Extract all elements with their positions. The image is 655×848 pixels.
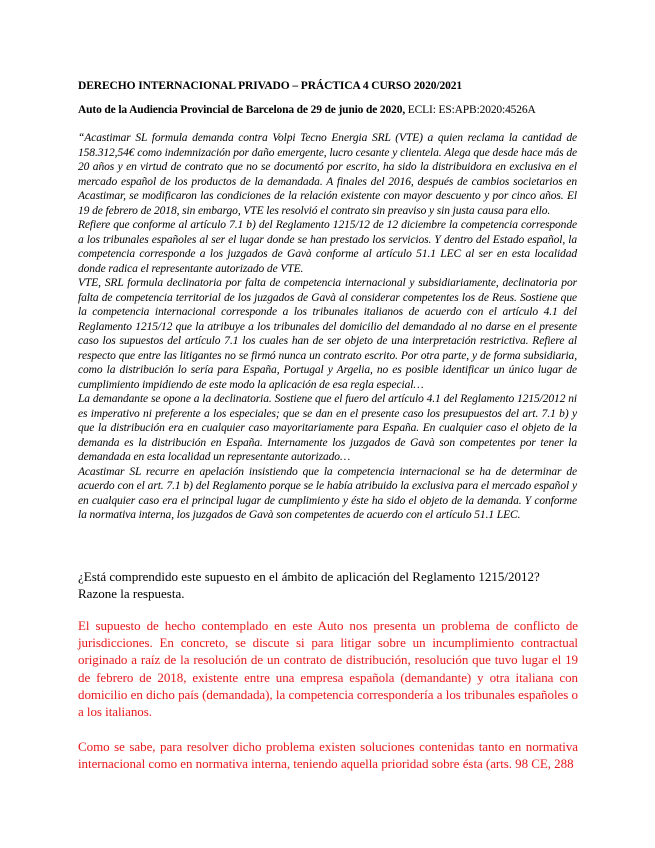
- quote-paragraph: VTE, SRL formula declinatoria por falta de competencia internacional y subsidiariamente, declinatoria por falta de competencia territorial de los juzgados de Gavà al considerar competentes los de Reus. Sostiene que la competencia internacional corresponde a los tribunales italianos de acuerdo con el artículo 4.1 del Reglamento 1215/12 que la atribuye a los tribunales del domicilio del demandado al no darse en el presente caso los supuestos del artículo 7.1 los cuales han de ser objeto de una interpretación restrictiva. Refiere al respecto que entre las litigantes no se firmó nunca un contrato escrito. Por otra parte, y de forma subsidiaria, como la distribución lo sería para España, Portugal y Argelia, no es posible identificar un único lugar de cumplimiento impidiendo de este modo la aplicación de esa regla especial…: [78, 277, 577, 391]
- quote-paragraph: Refiere que conforme al artículo 7.1 b) del Reglamento 1215/12 de 12 diciembre la competencia corresponde a los tribunales españoles al ser el lugar donde se han prestado los servicios. Y dentro del Estado español, la competencia corresponde a los juzgados de Gavà conforme al artículo 51.1 LEC al ser en esta localidad donde radica el representante autorizado de VTE.: [78, 219, 577, 275]
- answer-paragraph-1: [78, 617, 578, 720]
- case-reference-court: Auto de la Audiencia Provincial de Barcelona de 29 de junio de 2020,: [78, 104, 406, 116]
- exercise-question: ¿Está comprendido este supuesto en el ámbito de aplicación del Reglamento 1215/2012? Razone la respuesta.: [78, 569, 540, 601]
- answer-text: El supuesto de hecho contemplado en este Auto nos presenta un problema de conflicto de jurisdicciones. En concreto, se discute si para litigar sobre un incumplimiento contractual originado a raíz de la resolución de un contrato de distribución, resolución que tuvo lugar el 19 de febrero de 2018, existente entre una empresa española (demandante) y otra italiana con domicilio en dicho país (demandada), la competencia correspondería a los tribunales españoles o a los italianos.: [78, 618, 578, 720]
- answer-text: Como se sabe, para resolver dicho problema existen soluciones contenidas tanto en normativa internacional como en normativa interna, teniendo aquella prioridad sobre ésta (arts. 98 CE, 288: [78, 739, 578, 772]
- answer-paragraph-2: [78, 738, 578, 772]
- case-quote: [78, 131, 577, 523]
- case-reference-ecli: ECLI: ES:APB:2020:4526A: [405, 104, 536, 116]
- quote-paragraph: Acastimar SL recurre en apelación insistiendo que la competencia internacional se ha de determinar de acuerdo con el art. 7.1 b) del Reglamento porque se le había atribuido la exclusiva para el mercado español y en cualquier caso era el principal lugar de cumplimiento y éste ha sido el objeto de la demanda. Y conforme la normativa interna, los juzgados de Gavà son competentes de acuerdo con el artículo 51.1 LEC.: [78, 465, 577, 521]
- case-reference: [78, 104, 536, 116]
- document-title: DERECHO INTERNACIONAL PRIVADO – PRÁCTICA 4 CURSO 2020/2021: [78, 80, 463, 92]
- quote-paragraph: “Acastimar SL formula demanda contra Volpi Tecno Energia SRL (VTE) a quien reclama la cantidad de 158.312,54€ como indemnización por daño emergente, lucro cesante y clientela. Alega que desde hace más de 20 años y en virtud de contrato que no se documentó por escrito, ha sido la distribuidora en exclusiva en el mercado español de los productos de la demandada. A finales del 2016, después de cambios societarios en Acastimar, se modificaron las condiciones de la relación existente con mayor descuento y por cinco años. El 19 de febrero de 2018, sin embargo, VTE les resolvió el contrato sin preaviso y sin justa causa para ello.: [78, 132, 577, 217]
- quote-paragraph: La demandante se opone a la declinatoria. Sostiene que el fuero del artículo 4.1 del Reglamento 1215/2012 ni es imperativo ni preferente a los especiales; que se dan en el presente caso los presupuestos del art. 7.1 b) y que la distribución era en cualquier caso mayoritariamente para España. En cualquier caso el objeto de la demanda es la distribución en España. Internamente los juzgados de Gavà son competentes por tener la demandada en esta localidad un representante autorizado…: [78, 393, 577, 463]
